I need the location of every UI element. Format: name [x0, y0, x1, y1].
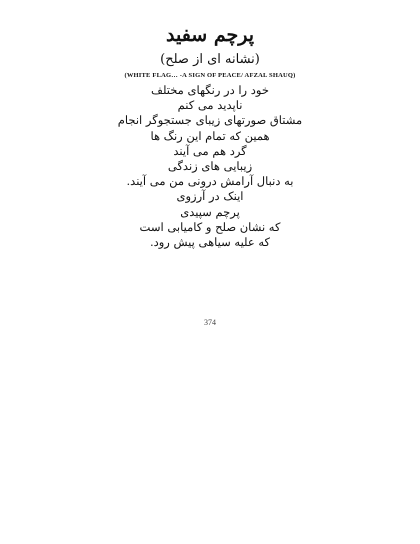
poem-line: که نشان صلح و کامیابی است — [139, 219, 281, 234]
poem-line: همین که تمام این رنگ ها — [150, 128, 270, 143]
poem-line: اینک در آرزوی — [176, 189, 244, 204]
poem-title: پرچم سفید — [165, 24, 254, 46]
poem-line: گرد هم می آیند — [173, 143, 247, 158]
page-number: 374 — [204, 318, 216, 327]
poem-line: مشتاق صورتهای زیبای جستجوگر انجام — [117, 113, 303, 128]
poem-body — [0, 83, 420, 250]
poem-subtitle: (نشانه ای از صلح) — [160, 52, 260, 67]
poem-line: ناپدید می کنم — [177, 98, 243, 113]
english-caption: (WHITE FLAG… -A SIGN OF PEACE/ AFZAL SHAUQ) — [124, 72, 296, 79]
poem-line: زیبایی های زندگی — [167, 158, 253, 173]
poem-line: خود را در رنگهای مختلف — [151, 83, 269, 97]
poem-line: به دنبال آرامش درونی من می آیند. — [126, 174, 294, 189]
poem-line: پرچم سپیدی — [180, 204, 240, 219]
poem-line: که علیه سیاهی پیش رود. — [149, 234, 271, 249]
